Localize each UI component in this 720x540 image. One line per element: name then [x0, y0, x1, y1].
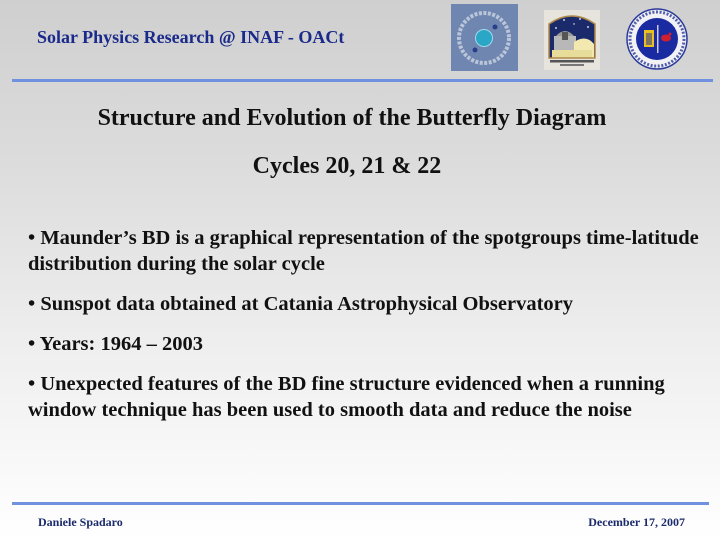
footer-divider [12, 502, 709, 505]
bullet-icon: • [28, 333, 36, 355]
bullet-text: Unexpected features of the BD fine structure evidenced when a running window technique has been used to smooth data and reduce the noise [28, 373, 665, 421]
bullet-text: Sunspot data obtained at Catania Astrophysical Observatory [40, 293, 574, 315]
bullet-item [28, 331, 708, 357]
bullet-item [28, 371, 708, 423]
footer-date: December 17, 2007 [588, 515, 685, 529]
bullet-icon: • [28, 227, 36, 249]
header-divider [12, 79, 713, 82]
inaf-logo-icon [451, 4, 518, 71]
footer-author: Daniele Spadaro [38, 515, 123, 529]
bullet-text: Maunder’s BD is a graphical representation of the spotgroups time-latitude distribution during the solar cycle [28, 227, 699, 275]
bullet-icon: • [28, 293, 36, 315]
slide-title: Structure and Evolution of the Butterfly Diagram [97, 105, 607, 131]
university-seal-icon [626, 8, 688, 70]
header-title: Solar Physics Research @ INAF - OACt [37, 27, 345, 47]
bullet-icon: • [28, 373, 36, 395]
bullet-list [28, 225, 708, 437]
catania-observatory-logo-icon [544, 10, 600, 70]
bullet-item [28, 225, 708, 277]
slide-subtitle: Cycles 20, 21 & 22 [252, 153, 442, 179]
bullet-item [28, 291, 708, 317]
bullet-text: Years: 1964 – 2003 [39, 333, 203, 355]
